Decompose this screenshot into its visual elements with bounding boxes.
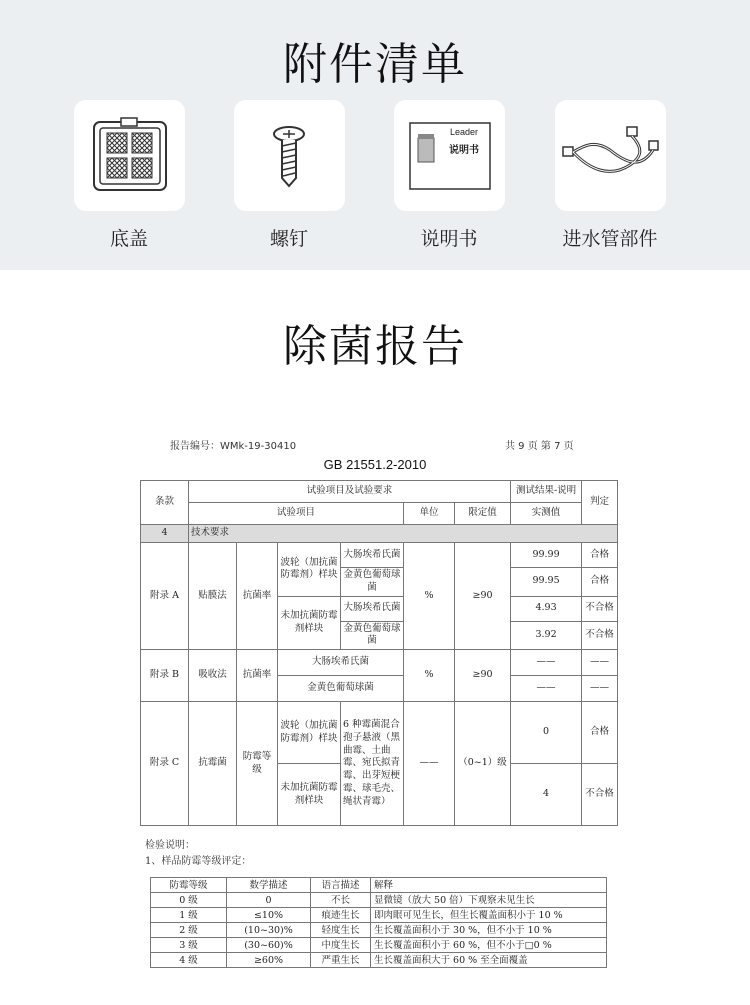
grade-math: ≤10%: [227, 908, 311, 923]
bottom-cover-label: 底盖: [109, 228, 148, 250]
appendix-a-sample2: 未加抗菌防霉剂样块: [278, 596, 341, 650]
grade-explain: 生长覆盖面积小于 60 %，但不小于□0 %: [371, 938, 607, 953]
appendix-a-bact2: 金黄色葡萄球菌: [341, 568, 404, 597]
grade-level: 1 级: [151, 908, 227, 923]
header-verdict: 判定: [582, 481, 618, 525]
accessories-title: 附件清单: [283, 39, 467, 90]
test-notes: [145, 838, 251, 870]
appendix-b-metric: 抗菌率: [237, 650, 278, 702]
appendix-c-clause: 附录 C: [141, 702, 189, 826]
grade-lang: 不长: [311, 893, 371, 908]
appendix-b-clause: 附录 B: [141, 650, 189, 702]
grade-header-level: 防霉等级: [151, 878, 227, 893]
appendix-c-method: 抗霉菌: [189, 702, 237, 826]
grade-lang: 痕迹生长: [311, 908, 371, 923]
notes-line-1: 检验说明：: [145, 840, 195, 851]
manual-label: 说明书: [420, 228, 478, 250]
appendix-b-verdict-1: ——: [582, 650, 618, 676]
notes-line-2: 1、样品防霉等级评定：: [145, 856, 252, 867]
bottom-cover-card: [74, 100, 185, 211]
standard-code: GB 21551.2-2010: [323, 457, 427, 472]
manual-card: [394, 100, 505, 211]
header-test-group: 试验项目及试验要求: [189, 481, 511, 503]
appendix-b-bact1: 大肠埃希氏菌: [278, 650, 404, 676]
header-unit: 单位: [404, 503, 455, 525]
report-table: [140, 480, 618, 826]
header-item: 试验项目: [189, 503, 404, 525]
appendix-c-fungi: 6 种霉菌混合孢子悬液（黑曲霉、土曲霉、宛氏拟青霉、出芽短梗霉、球毛壳、绳状青霉）: [341, 702, 404, 826]
grade-table: [150, 877, 607, 968]
appendix-b-unit: %: [404, 650, 455, 702]
inlet-hose-icon: [555, 100, 666, 211]
manual-brand: Leader: [449, 127, 479, 137]
appendix-c-result-2: 4: [511, 764, 582, 826]
grade-math: (10~30)%: [227, 923, 311, 938]
appendix-a-result-1: 99.99: [511, 543, 582, 568]
appendix-b-limit: ≥90: [455, 650, 511, 702]
appendix-a-verdict-4: 不合格: [582, 621, 618, 650]
header-limit: 限定值: [455, 503, 511, 525]
page-info: 共 9 页 第 7 页: [505, 441, 574, 452]
appendix-c-result-1: 0: [511, 702, 582, 764]
appendix-c-unit: ——: [404, 702, 455, 826]
appendix-b-result-2: ——: [511, 676, 582, 702]
screw-label: 螺钉: [269, 228, 308, 250]
manual-book-text: 说明书: [449, 145, 479, 156]
grade-math: 0: [227, 893, 311, 908]
grade-level: 0 级: [151, 893, 227, 908]
grade-lang: 严重生长: [311, 953, 371, 968]
appendix-a-bact1-b: 大肠埃希氏菌: [341, 596, 404, 621]
grade-row: [151, 893, 607, 908]
appendix-a-unit: %: [404, 543, 455, 650]
header-clause: 条款: [141, 481, 189, 525]
grade-lang: 中度生长: [311, 938, 371, 953]
appendix-c-verdict-1: 合格: [582, 702, 618, 764]
grade-row: [151, 908, 607, 923]
appendix-b-bact2: 金黄色葡萄球菌: [278, 676, 404, 702]
report-number: 报告编号：WMk-19-30410: [170, 441, 297, 452]
grade-explain: 生长覆盖面积大于 60 % 至全面覆盖: [371, 953, 607, 968]
appendix-a-verdict-3: 不合格: [582, 596, 618, 621]
grade-level: 3 级: [151, 938, 227, 953]
appendix-a-result-2: 99.95: [511, 568, 582, 597]
appendix-a-result-3: 4.93: [511, 596, 582, 621]
appendix-a-verdict-1: 合格: [582, 543, 618, 568]
section-name: 技术要求: [189, 525, 618, 543]
section-num: 4: [141, 525, 189, 543]
manual-icon: [394, 100, 505, 211]
appendix-b-method: 吸收法: [189, 650, 237, 702]
appendix-a-limit: ≥90: [455, 543, 511, 650]
appendix-a-verdict-2: 合格: [582, 568, 618, 597]
appendix-b-verdict-2: ——: [582, 676, 618, 702]
appendix-a-method: 贴膜法: [189, 543, 237, 650]
grade-explain: 即肉眼可见生长，但生长覆盖面积小于 10 %: [371, 908, 607, 923]
appendix-a-metric: 抗菌率: [237, 543, 278, 650]
screw-icon: [234, 100, 345, 211]
report-title: 除菌报告: [283, 321, 467, 372]
grade-math: ≥60%: [227, 953, 311, 968]
grade-lang: 轻度生长: [311, 923, 371, 938]
grade-explain: 显微镜（放大 50 倍）下观察未见生长: [371, 893, 607, 908]
appendix-a-bact2-b: 金黄色葡萄球菌: [341, 621, 404, 650]
appendix-c-limit: （0~1）级: [455, 702, 511, 826]
appendix-c-sample2: 未加抗菌防霉剂样块: [278, 764, 341, 826]
grade-row: [151, 923, 607, 938]
appendix-a-sample1: 波轮（加抗菌防霉剂）样块: [278, 543, 341, 597]
appendix-a-bact1: 大肠埃希氏菌: [341, 543, 404, 568]
grade-level: 2 级: [151, 923, 227, 938]
grade-header-explain: 解释: [371, 878, 607, 893]
grade-row: [151, 953, 607, 968]
appendix-c-verdict-2: 不合格: [582, 764, 618, 826]
inlet-hose-card: [555, 100, 666, 211]
header-result-group: 测试结果-说明: [511, 481, 582, 503]
appendix-c-metric: 防霉等级: [237, 702, 278, 826]
grade-header-lang: 语言描述: [311, 878, 371, 893]
grade-level: 4 级: [151, 953, 227, 968]
bottom-cover-icon: [74, 100, 185, 211]
appendix-a-clause: 附录 A: [141, 543, 189, 650]
appendix-b-result-1: ——: [511, 650, 582, 676]
header-measured: 实测值: [511, 503, 582, 525]
appendix-a-result-4: 3.92: [511, 621, 582, 650]
inlet-hose-label: 进水管部件: [562, 228, 658, 250]
screw-card: [234, 100, 345, 211]
grade-explain: 生长覆盖面积小于 30 %，但不小于 10 %: [371, 923, 607, 938]
grade-header-math: 数学描述: [227, 878, 311, 893]
appendix-c-sample1: 波轮（加抗菌防霉剂）样块: [278, 702, 341, 764]
grade-row: [151, 938, 607, 953]
grade-math: (30~60)%: [227, 938, 311, 953]
